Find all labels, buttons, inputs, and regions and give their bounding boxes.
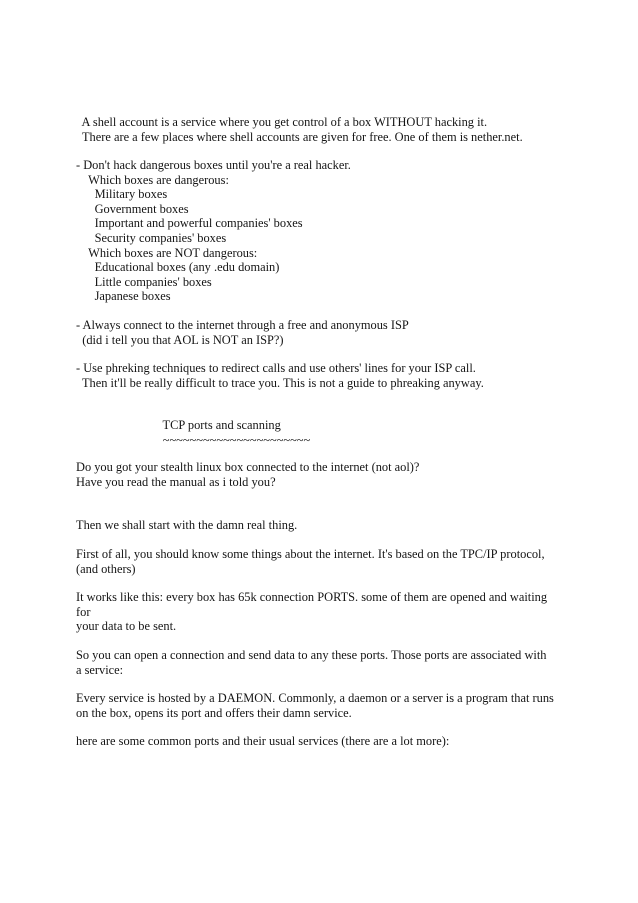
intro-paragraph [76, 115, 566, 144]
text-line: - Always connect to the internet through a free and anonymous ISP [76, 318, 409, 332]
list-item: Military boxes [76, 187, 168, 202]
text-line: a service: [76, 662, 124, 677]
text-line: Which boxes are NOT dangerous: [76, 245, 258, 260]
text-line: Every service is hosted by a DAEMON. Commonly, a daemon or a server is a program that runs [76, 691, 554, 705]
services-paragraph [76, 648, 566, 677]
text-line: on the box, opens its port and offers their damn service. [76, 705, 352, 720]
text-line: So you can open a connection and send data to any these ports. Those ports are associated with [76, 648, 547, 662]
common-ports-paragraph [76, 734, 566, 749]
text-line: Do you got your stealth linux box connected to the internet (not aol)? [76, 460, 420, 474]
phreaking-tip [76, 361, 566, 390]
text-line: - Use phreking techniques to redirect calls and use others' lines for your ISP call. [76, 361, 476, 375]
list-item: Important and powerful companies' boxes [76, 216, 303, 231]
text-line: First of all, you should know some things about the internet. It's based on the TPC/IP protocol, [76, 547, 545, 561]
internet-paragraph [76, 547, 566, 576]
list-item: Japanese boxes [76, 289, 171, 304]
text-line: A shell account is a service where you get control of a box WITHOUT hacking it. [76, 115, 488, 129]
text-line: here are some common ports and their usual services (there are a lot more): [76, 734, 450, 748]
text-line: (did i tell you that AOL is NOT an ISP?) [76, 332, 284, 347]
text-line: Then it'll be really difficult to trace you. This is not a guide to phreaking anyway. [76, 375, 484, 390]
dangerous-boxes-list [76, 158, 566, 304]
section-title: TCP ports and scanning [76, 418, 281, 432]
section-underline: ~~~~~~~~~~~~~~~~~~~~~~ [76, 432, 311, 447]
text-line: (and others) [76, 561, 136, 576]
text-line: There are a few places where shell accounts are given for free. One of them is nether.net. [76, 129, 523, 144]
text-line: your data to be sent. [76, 619, 177, 634]
ports-paragraph [76, 590, 566, 634]
text-line: for [76, 604, 91, 619]
text-line: It works like this: every box has 65k connection PORTS. some of them are opened and waiting [76, 590, 548, 604]
text-line: Have you read the manual as i told you? [76, 474, 276, 489]
isp-tip [76, 318, 566, 347]
questions-paragraph [76, 460, 566, 489]
text-line: Then we shall start with the damn real thing. [76, 518, 298, 532]
list-item: Little companies' boxes [76, 274, 212, 289]
list-item: Security companies' boxes [76, 230, 227, 245]
list-item: Educational boxes (any .edu domain) [76, 260, 280, 275]
daemon-paragraph [76, 691, 566, 720]
start-paragraph [76, 518, 566, 533]
text-line: - Don't hack dangerous boxes until you're a real hacker. [76, 158, 351, 172]
list-item: Government boxes [76, 201, 189, 216]
text-line: Which boxes are dangerous: [76, 172, 229, 187]
section-heading [76, 418, 566, 447]
